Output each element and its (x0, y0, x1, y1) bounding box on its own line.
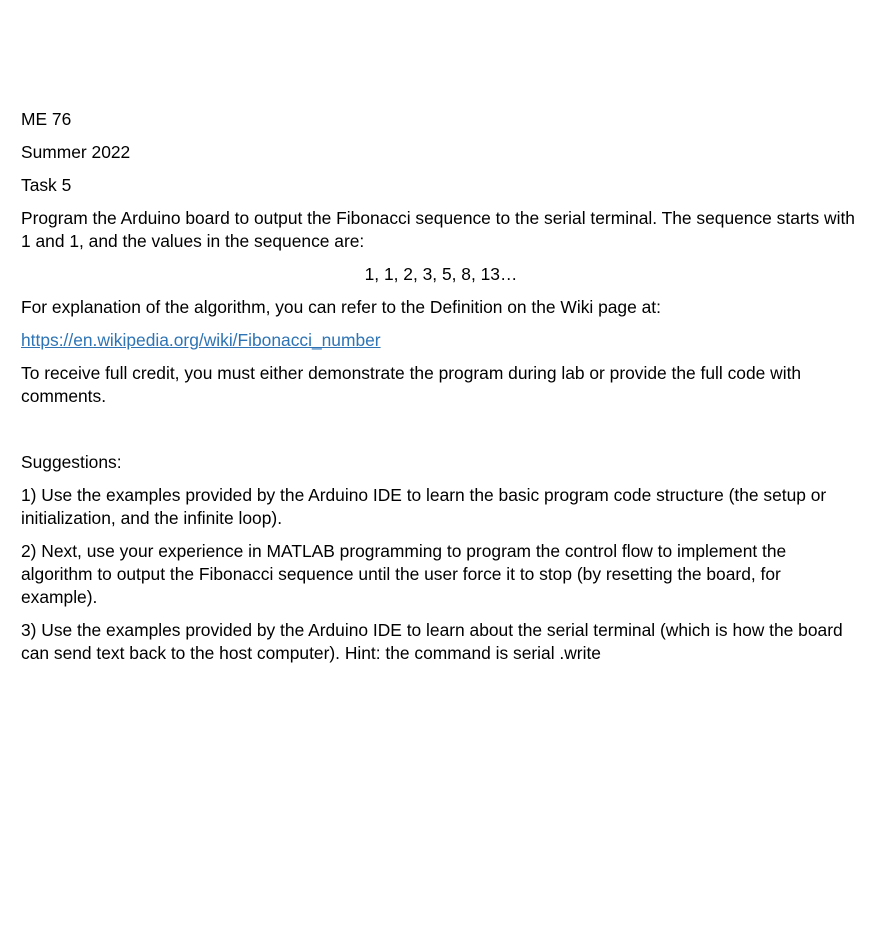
term: Summer 2022 (21, 142, 131, 162)
credit-paragraph: To receive full credit, you must either demonstrate the program during lab or provide the full code with comments. (21, 363, 802, 406)
explanation-paragraph: For explanation of the algorithm, you can refer to the Definition on the Wiki page at: (21, 297, 661, 317)
wikipedia-link[interactable]: https://en.wikipedia.org/wiki/Fibonacci_number (21, 330, 381, 350)
course-code: ME 76 (21, 109, 72, 129)
suggestion-item-2: 2) Next, use your experience in MATLAB programming to program the control flow to implement the algorithm to output the Fibonacci sequence until the user force it to stop (by resetting the board, for example). (21, 541, 787, 607)
fibonacci-sequence: 1, 1, 2, 3, 5, 8, 13… (364, 264, 518, 284)
task-title: Task 5 (21, 175, 72, 195)
suggestion-item-1: 1) Use the examples provided by the Arduino IDE to learn the basic program code structure (the setup or initialization, and the infinite loop). (21, 485, 827, 528)
suggestions-heading: Suggestions: (21, 452, 122, 472)
intro-paragraph: Program the Arduino board to output the Fibonacci sequence to the serial terminal. The sequence starts with 1 and 1, and the values in the sequence are: (21, 208, 855, 251)
suggestion-item-3: 3) Use the examples provided by the Arduino IDE to learn about the serial terminal (which is how the board can send text back to the host computer). Hint: the command is serial .write (21, 620, 843, 663)
spacer (21, 418, 861, 451)
document-page (21, 108, 861, 675)
